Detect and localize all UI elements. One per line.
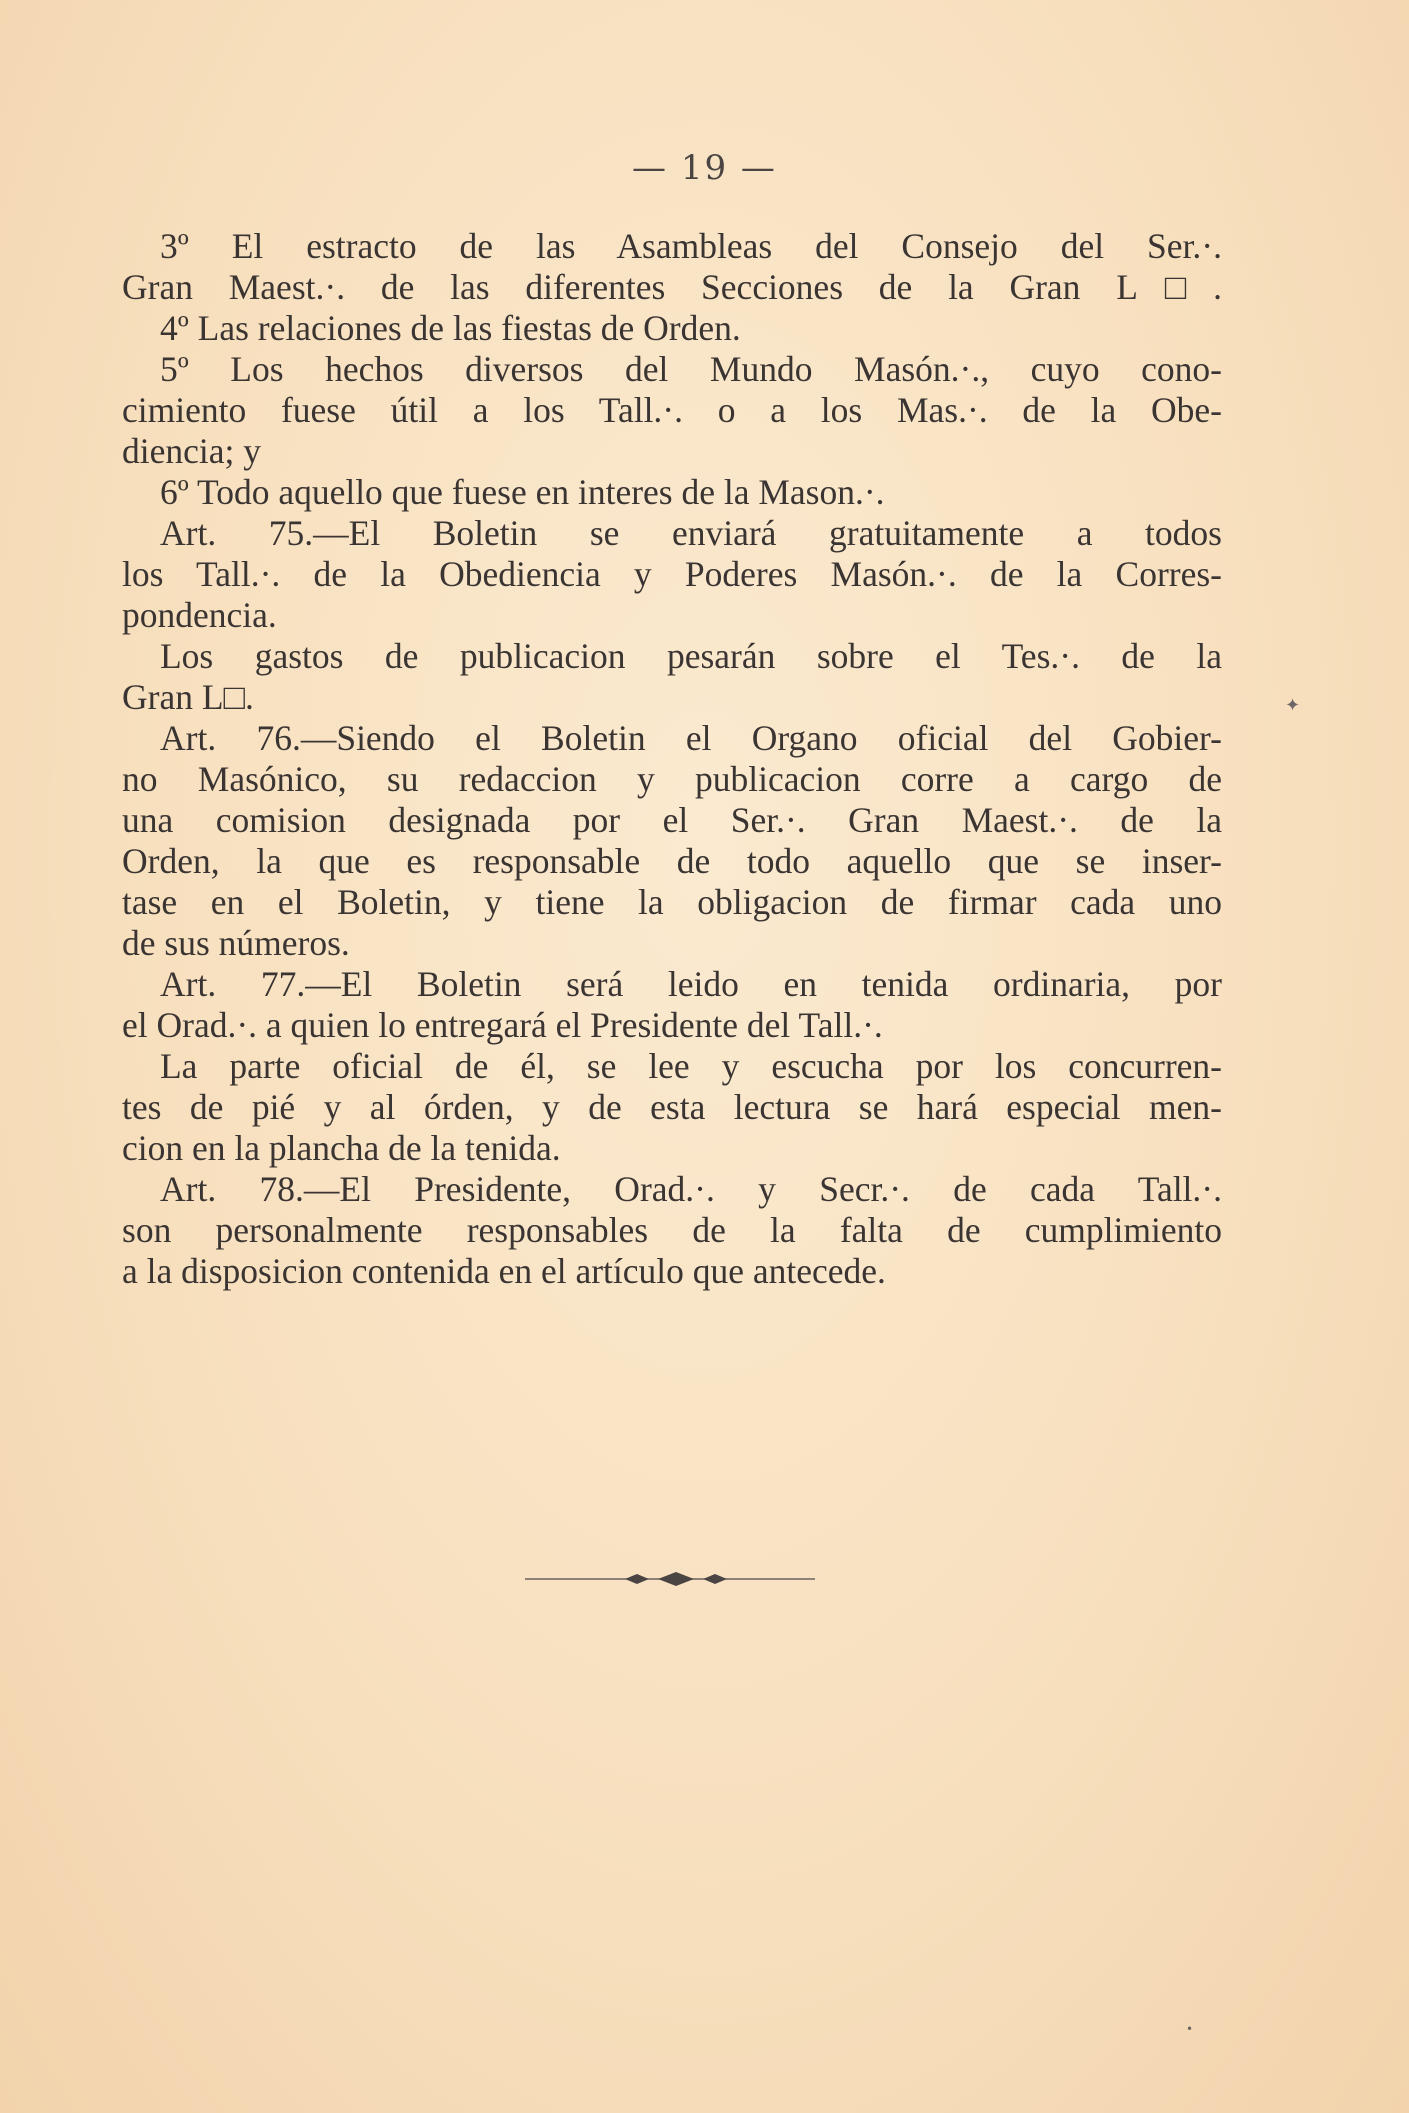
text-line: tase en el Boletin, y tiene la obligacion de firmar cada uno (122, 882, 1222, 922)
text-line: La parte oficial de él, se lee y escucha por los concurren- (160, 1046, 1222, 1086)
text-line: Gran L□. (122, 677, 254, 717)
text-line: no Masónico, su redaccion y publicacion corre a cargo de (122, 759, 1222, 799)
text-line: el Orad.·. a quien lo entregará el Presidente del Tall.·. (122, 1005, 883, 1045)
text-line: de sus números. (122, 923, 350, 963)
text-line: Art. 78.—El Presidente, Orad.·. y Secr.·. de cada Tall.·. (160, 1169, 1222, 1209)
text-line: cimiento fuese útil a los Tall.·. o a los Mas.·. de la Obe- (122, 390, 1222, 430)
text-line: 6º Todo aquello que fuese en interes de la Mason.·. (160, 472, 885, 512)
decorative-speck: • (1186, 2022, 1194, 2036)
text-line: tes de pié y al órden, y de esta lectura se hará especial men- (122, 1087, 1222, 1127)
decorative-speck: ✦ (1285, 695, 1301, 716)
text-line: diencia; y (122, 431, 261, 471)
text-line: Art. 76.—Siendo el Boletin el Organo oficial del Gobier- (160, 718, 1222, 758)
text-line: Art. 75.—El Boletin se enviará gratuitamente a todos (160, 513, 1222, 553)
text-line: 4º Las relaciones de las fiestas de Orden. (160, 308, 741, 348)
text-line: Gran Maest.·. de las diferentes Secciones de la Gran L□. (122, 267, 1222, 307)
text-line: pondencia. (122, 595, 277, 635)
page-number: — 19 — (632, 148, 777, 188)
text-line: cion en la plancha de la tenida. (122, 1128, 561, 1168)
section-end-ornament (520, 1567, 820, 1591)
text-line: Orden, la que es responsable de todo aquello que se inser- (122, 841, 1222, 881)
text-line: Los gastos de publicacion pesarán sobre el Tes.·. de la (160, 636, 1222, 676)
text-line: Art. 77.—El Boletin será leido en tenida ordinaria, por (160, 964, 1222, 1004)
text-line: 5º Los hechos diversos del Mundo Masón.·., cuyo cono- (160, 349, 1222, 389)
text-line: a la disposicion contenida en el artículo que antecede. (122, 1251, 886, 1291)
text-line: son personalmente responsables de la falta de cumplimiento (122, 1210, 1222, 1250)
text-line: una comision designada por el Ser.·. Gran Maest.·. de la (122, 800, 1222, 840)
text-line: los Tall.·. de la Obediencia y Poderes Masón.·. de la Corres- (122, 554, 1222, 594)
text-line: 3º El estracto de las Asambleas del Consejo del Ser.·. (160, 226, 1222, 266)
article-text (122, 226, 1222, 1292)
